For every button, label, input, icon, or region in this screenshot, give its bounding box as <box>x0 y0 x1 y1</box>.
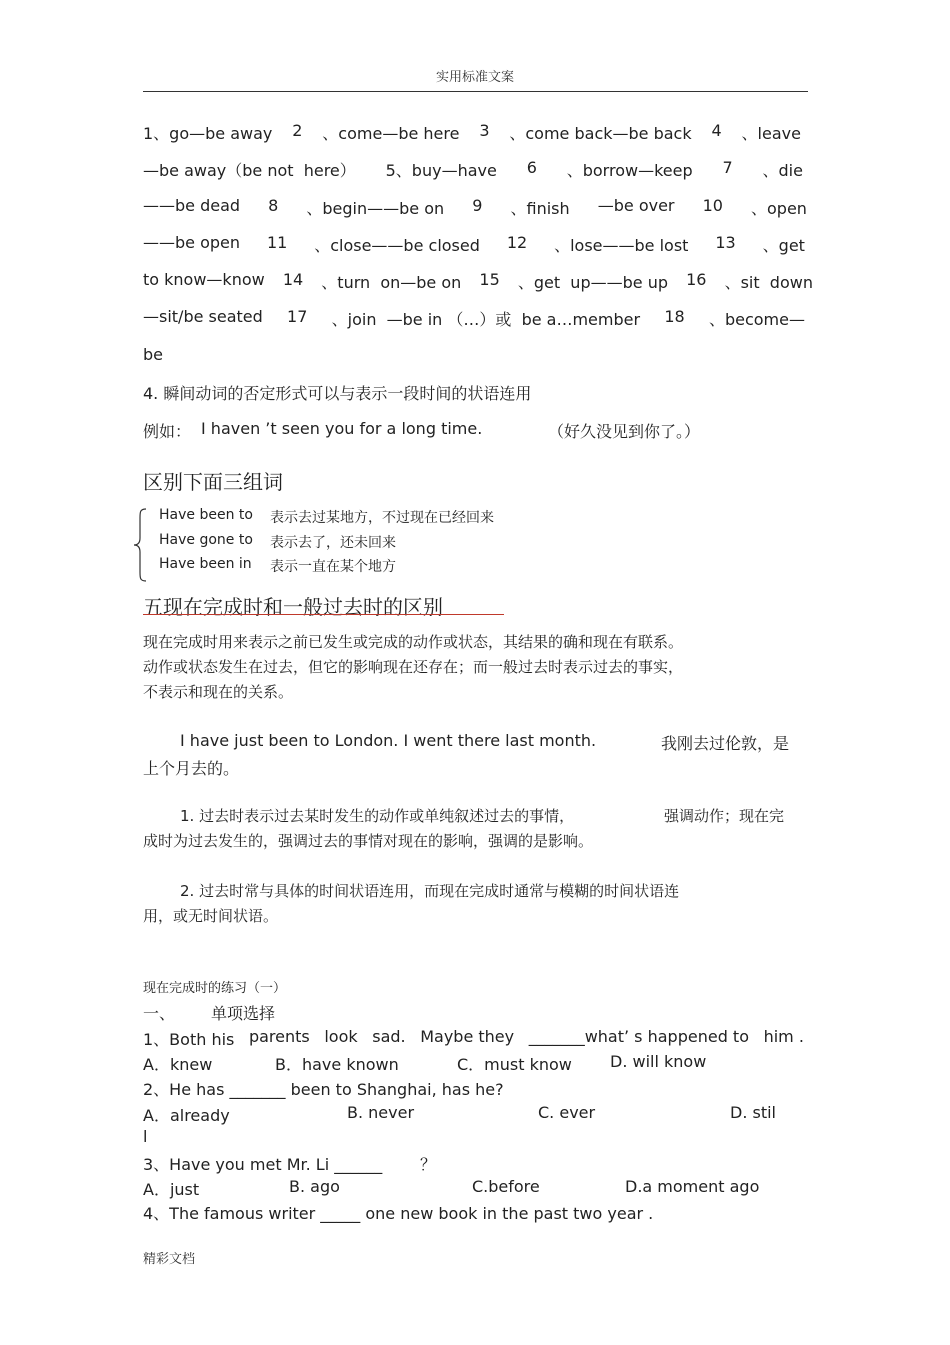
question-text: 1、Both his <box>143 1030 235 1049</box>
vocab-number: 12 <box>506 233 528 252</box>
section5-paragraph-line: 动作或状态发生在过去，但它的影响现在还存在；而一般过去时表示过去的事实， <box>143 658 684 676</box>
vocab-item: to know—know <box>143 270 265 289</box>
section5-example-zh: 我刚去过伦敦，是 <box>661 734 790 753</box>
vocab-number: 13 <box>715 233 736 252</box>
question-text: him . <box>763 1027 804 1046</box>
q3-option-b: B. ago <box>289 1177 340 1196</box>
q3-option-a: A．just <box>143 1180 200 1199</box>
compare-title: 区别下面三组词 <box>143 470 283 494</box>
section5-example-zh-wrap: 上个月去的。 <box>143 759 240 778</box>
question-text: look <box>324 1027 358 1046</box>
example-label: 例如： <box>143 422 192 441</box>
curly-brace-icon <box>132 508 148 582</box>
vocab-item: 、begin——be on <box>306 199 445 218</box>
header-divider <box>143 91 808 92</box>
vocab-number: 11 <box>266 233 288 252</box>
point-1-wrap: 成时为过去发生的，强调过去的事情对现在的影响，强调的是影响。 <box>143 832 594 850</box>
vocab-line-1 <box>143 121 813 144</box>
vocab-line-3 <box>143 196 813 219</box>
point-2-wrap: 用，或无时间状语。 <box>143 907 279 925</box>
vocab-number: 16 <box>686 270 707 289</box>
vocab-item: 1、go—be away <box>143 124 273 143</box>
vocab-item: —sit/be seated <box>143 307 263 326</box>
question-2: 2、He has _______ been to Shanghai, has he? <box>143 1080 504 1099</box>
vocab-item: 、open <box>751 199 807 218</box>
vocab-number: 14 <box>282 270 304 289</box>
section5-example-en: I have just been to London. I went there last month. <box>180 731 597 750</box>
section5-underline <box>143 614 504 615</box>
vocab-item: 、sit down <box>724 273 813 292</box>
point-1-continued: 强调动作；现在完 <box>664 807 785 825</box>
compare-item-zh: 表示去过某地方，不过现在已经回来 <box>270 510 494 526</box>
q2-option-b: B. never <box>347 1103 415 1122</box>
vocab-item: 、borrow—keep <box>566 161 693 180</box>
question-text: _______what’ s happened to <box>528 1027 749 1046</box>
page-footer: 精彩文档 <box>143 1252 196 1267</box>
exercise-part-number: 一、 <box>143 1004 176 1023</box>
q2-option-d: D. stil <box>730 1103 776 1122</box>
question-text: Maybe they <box>420 1027 515 1046</box>
compare-item-zh: 表示去了，还未回来 <box>270 535 396 551</box>
q2-option-c: C. ever <box>538 1103 596 1122</box>
example-chinese: （好久没见到你了。） <box>548 422 701 441</box>
vocab-item: ——be open <box>143 233 241 252</box>
q3-option-d: D.a moment ago <box>625 1177 760 1196</box>
vocab-number: 17 <box>287 307 308 326</box>
vocab-line-6 <box>143 307 813 330</box>
vocab-item: 、get <box>762 236 805 255</box>
vocab-line-4 <box>143 233 813 256</box>
vocab-item: 5、buy—have <box>385 161 497 180</box>
question-1 <box>143 1027 804 1050</box>
vocab-number: 4 <box>711 121 722 140</box>
q1-option-c: C．must know <box>457 1055 572 1074</box>
vocab-number: 15 <box>479 270 500 289</box>
section5-paragraph-line: 现在完成时用来表示之前已发生或完成的动作或状态，其结果的确和现在有联系。 <box>143 633 684 651</box>
vocab-item: 、die <box>762 161 803 180</box>
vocab-item: 、finish <box>510 199 570 218</box>
vocab-item: —be over <box>597 196 675 215</box>
vocab-item: —be away（be not here） <box>143 161 356 180</box>
compare-item-en: Have been in <box>159 556 252 572</box>
compare-item-zh: 表示一直在某个地方 <box>270 559 396 575</box>
vocab-number: 18 <box>664 307 685 326</box>
vocab-item: 、close——be closed <box>314 236 480 255</box>
point-2: 2. 过去时常与具体的时间状语连用，而现在完成时通常与模糊的时间状语连 <box>180 882 680 900</box>
question-3: 3、Have you met Mr. Li ______ <box>143 1155 383 1174</box>
exercise-part-label: 单项选择 <box>211 1004 276 1023</box>
note-4: 4. 瞬间动词的否定形式可以与表示一段时间的状语连用 <box>143 384 532 403</box>
q1-option-a: A．knew <box>143 1055 213 1074</box>
compare-item-en: Have gone to <box>159 532 253 548</box>
vocab-line-2 <box>143 158 813 181</box>
vocab-item: 、come back—be back <box>509 124 692 143</box>
vocab-item: 、come—be here <box>322 124 460 143</box>
question-4: 4、The famous writer _____ one new book in the past two year . <box>143 1204 654 1223</box>
section5-paragraph-line: 不表示和现在的关系。 <box>143 683 294 701</box>
vocab-number: 9 <box>472 196 483 215</box>
vocab-item: 、join —be in （…）或 be a…member <box>331 310 641 329</box>
vocab-item: ——be dead <box>143 196 241 215</box>
vocab-line-5 <box>143 270 813 293</box>
q1-option-b: B．have known <box>275 1055 399 1074</box>
point-1: 1. 过去时表示过去某时发生的动作或单纯叙述过去的事情， <box>180 807 575 825</box>
vocab-number: 6 <box>526 158 537 177</box>
compare-item-en: Have been to <box>159 507 253 523</box>
vocab-number: 2 <box>292 121 303 140</box>
vocab-item: 、lose——be lost <box>554 236 689 255</box>
section5-title: 五现在完成时和一般过去时的区别 <box>143 595 443 619</box>
vocab-number: 7 <box>722 158 733 177</box>
question-text: parents <box>248 1027 310 1046</box>
q2-option-d-wrap: l <box>143 1127 148 1146</box>
exercise-title: 现在完成时的练习（一） <box>143 981 287 996</box>
question-3-mark: ？ <box>420 1155 437 1174</box>
vocab-line-7: be <box>143 345 163 364</box>
vocab-number: 8 <box>268 196 279 215</box>
q3-option-c: C.before <box>472 1177 540 1196</box>
page-header: 实用标准文案 <box>435 70 514 85</box>
vocab-number: 10 <box>702 196 723 215</box>
q1-option-d: D. will know <box>610 1052 707 1071</box>
question-text: sad. <box>372 1027 406 1046</box>
example-english: I haven ’t seen you for a long time. <box>201 419 483 438</box>
vocab-item: 、become— <box>708 310 805 329</box>
q2-option-a: A．already <box>143 1106 230 1125</box>
vocab-item: 、get up——be up <box>517 273 668 292</box>
vocab-number: 3 <box>479 121 490 140</box>
vocab-item: 、leave <box>741 124 801 143</box>
vocab-item: 、turn on—be on <box>321 273 462 292</box>
